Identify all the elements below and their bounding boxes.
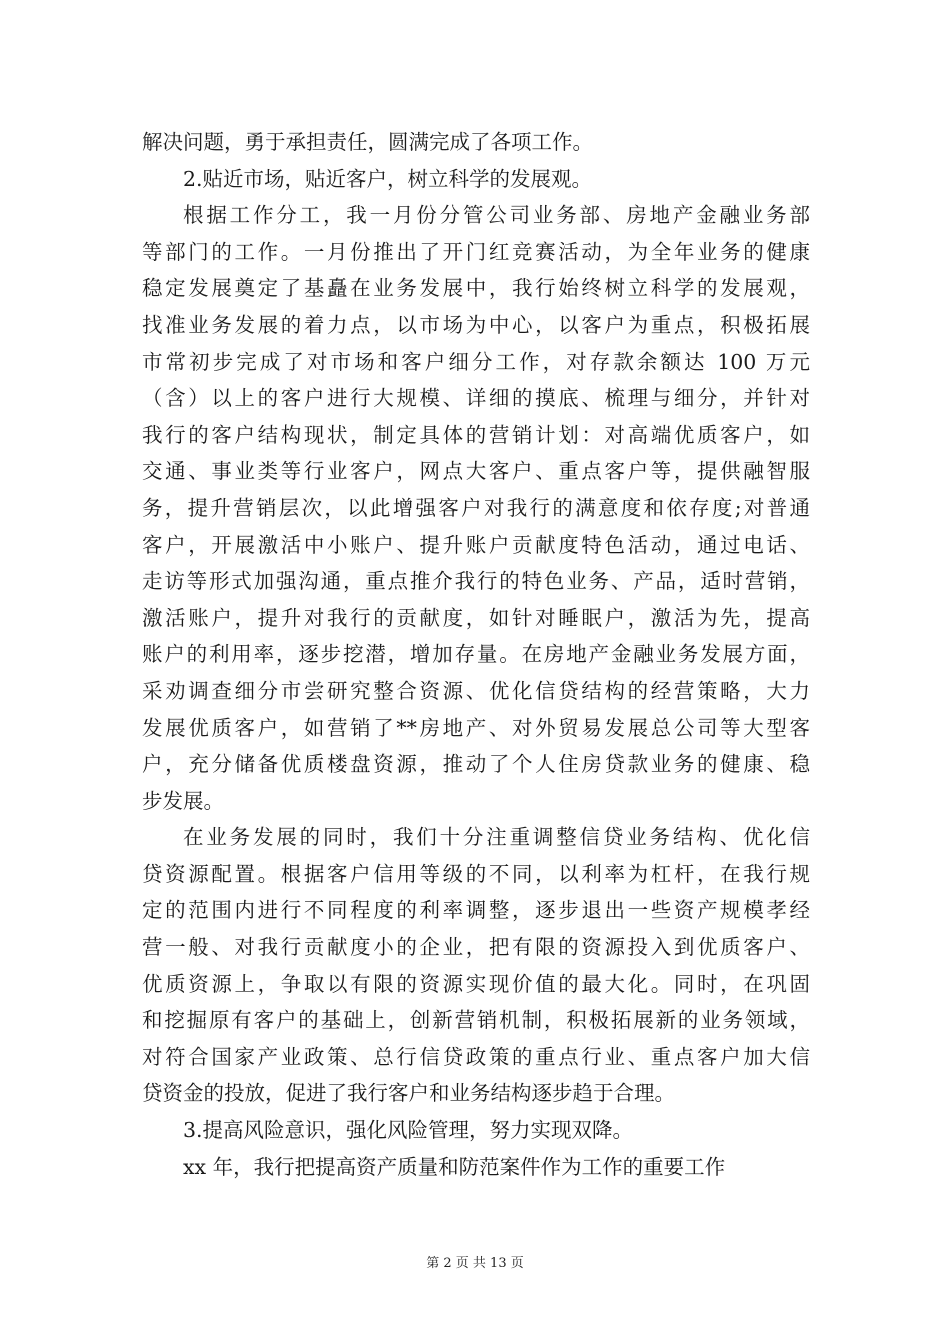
text-line: 发展优质客户，如营销了**房地产、对外贸易发展总公司等大型客 bbox=[142, 715, 810, 740]
text-line: （含）以上的客户进行大规模、详细的摸底、梳理与细分，并针对 bbox=[142, 386, 810, 411]
document-body bbox=[142, 124, 810, 1185]
text-line: 激活账户，提升对我行的贡献度，如针对睡眠户，激活为先，提高 bbox=[142, 605, 810, 630]
text-line: 等部门的工作。一月份推出了开门红竞赛活动，为全年业务的健康 bbox=[142, 239, 810, 264]
text-line: 对符合国家产业政策、总行信贷政策的重点行业、重点客户加大信 bbox=[142, 1044, 810, 1069]
text-line: 我行的客户结构现状，制定具体的营销计划：对高端优质客户，如 bbox=[142, 422, 810, 447]
text-line: 走访等形式加强沟通，重点推介我行的特色业务、产品，适时营销， bbox=[142, 569, 810, 594]
text-line: 采劝调查细分市尝研究整合资源、优化信贷结构的经营策略，大力 bbox=[142, 678, 810, 703]
text-line: 客户，开展激活中小账户、提升账户贡献度特色活动，通过电话、 bbox=[142, 532, 810, 557]
text-line: 市常初步完成了对市场和客户细分工作，对存款余额达 100 万元 bbox=[142, 349, 810, 374]
text-line: 在业务发展的同时，我们十分注重调整信贷业务结构、优化信 bbox=[183, 825, 810, 850]
text-line: 根据工作分工，我一月份分管公司业务部、房地产金融业务部 bbox=[183, 203, 810, 228]
text-line: 和挖掘原有客户的基础上，创新营销机制，积极拓展新的业务领域， bbox=[142, 1008, 810, 1033]
text-line: 贷资金的投放，促进了我行客户和业务结构逐步趋于合理。 bbox=[142, 1081, 675, 1106]
text-line: 优质资源上，争取以有限的资源实现价值的最大化。同时，在巩固 bbox=[142, 971, 810, 996]
section-heading: 2.贴近市场，贴近客户，树立科学的发展观。 bbox=[183, 166, 593, 191]
text-line: 定的范围内进行不同程度的利率调整，逐步退出一些资产规模孝经 bbox=[142, 898, 810, 923]
page-number: 第 2 页 共 13 页 bbox=[426, 1256, 524, 1271]
text-line: 务，提升营销层次，以此增强客户对我行的满意度和依存度;对普通 bbox=[142, 495, 810, 520]
text-line: 营一般、对我行贡献度小的企业，把有限的资源投入到优质客户、 bbox=[142, 935, 810, 960]
text-line: xx 年，我行把提高资产质量和防范案件作为工作的重要工作 bbox=[183, 1154, 726, 1179]
text-line: 稳定发展奠定了基矗在业务发展中，我行始终树立科学的发展观， bbox=[142, 276, 810, 301]
text-line: 账户的利用率，逐步挖潜，增加存量。在房地产金融业务发展方面， bbox=[142, 642, 810, 667]
text-line: 交通、事业类等行业客户，网点大客户、重点客户等，提供融智服 bbox=[142, 459, 810, 484]
section-heading: 3.提高风险意识，强化风险管理，努力实现双降。 bbox=[183, 1118, 634, 1143]
text-line: 户，充分储备优质楼盘资源，推动了个人住房贷款业务的健康、稳 bbox=[142, 752, 810, 777]
text-line: 步发展。 bbox=[142, 788, 224, 813]
text-line: 解决问题，勇于承担责任，圆满完成了各项工作。 bbox=[142, 130, 593, 154]
text-line: 贷资源配置。根据客户信用等级的不同，以利率为杠杆，在我行规 bbox=[142, 861, 810, 886]
text-line: 找准业务发展的着力点，以市场为中心，以客户为重点，积极拓展 bbox=[142, 312, 810, 337]
